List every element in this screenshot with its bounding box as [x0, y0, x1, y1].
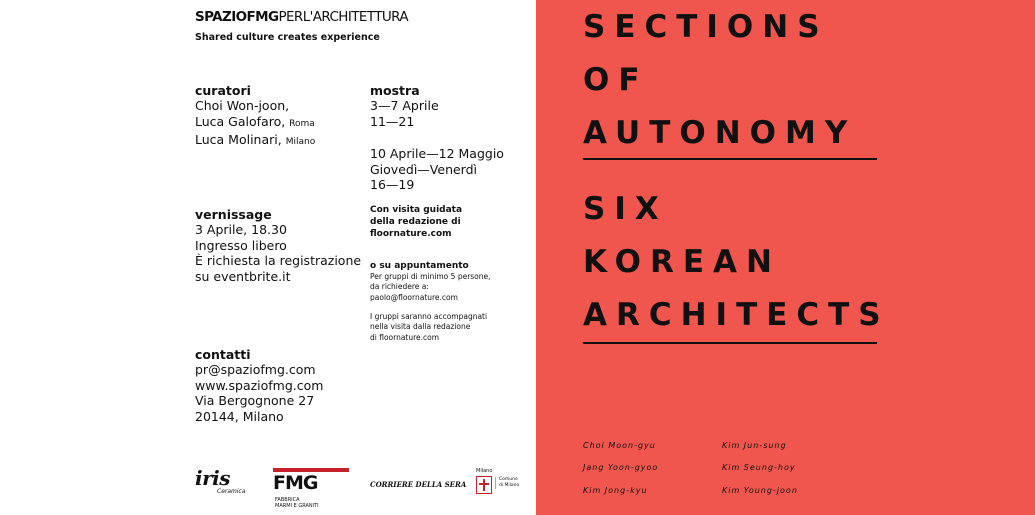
title-line-5: KOREAN — [583, 244, 781, 280]
milano-logo — [476, 468, 524, 502]
iris-logo — [195, 468, 249, 502]
exhibition-heading: mostra — [370, 83, 420, 98]
curator-2-name: Luca Galofaro, — [195, 113, 286, 129]
curator-3 — [195, 132, 315, 151]
groups-line: nella visita dalla redazione — [370, 322, 471, 332]
milano-crest-icon — [476, 476, 492, 494]
groups-line: I gruppi saranno accompagnati — [370, 312, 488, 321]
comune-line-2: di Milano — [499, 483, 520, 488]
curators-block — [195, 83, 315, 151]
architect-name: Choi Moon-gyu — [583, 441, 656, 450]
contacts-heading: contatti — [195, 347, 251, 362]
iris-subtitle: Ceramica — [217, 488, 246, 495]
vernissage-block — [195, 207, 361, 284]
exhibition-hours: 16—19 — [370, 177, 415, 192]
comune-label — [495, 477, 519, 489]
curators-heading: curatori — [195, 83, 251, 98]
contacts-block — [195, 347, 323, 424]
title-rule-2 — [583, 342, 877, 344]
exhibition-block — [370, 83, 439, 129]
groups-line: di floornature.com — [370, 332, 440, 342]
fmg-sub-1: FABBRICA — [275, 497, 300, 503]
guided-line: Con visita guidata — [370, 205, 463, 215]
contact-email[interactable]: pr@spaziofmg.com — [195, 362, 316, 377]
exhibition-date: 3—7 Aprile — [370, 98, 439, 113]
curator-3-name: Luca Molinari, — [195, 132, 282, 147]
brand-rest: PERL'ARCHITETTURA — [278, 9, 409, 25]
architect-name: Jang Yoon-gyoo — [583, 463, 659, 472]
tagline: Shared culture creates experience — [195, 32, 380, 43]
vernissage-line: È richiesta la registrazione — [195, 253, 362, 268]
curator-3-city: Milano — [285, 137, 316, 147]
title-line-3: AUTONOMY — [583, 115, 857, 151]
appointment-email[interactable]: paolo@floornature.com — [370, 292, 458, 302]
architect-name: Kim Seung-hoy — [722, 463, 796, 472]
contact-website[interactable]: www.spaziofmg.com — [195, 377, 324, 393]
groups-note — [370, 312, 487, 343]
guided-visit — [370, 204, 462, 240]
exhibition-days: Giovedì—Venerdì — [370, 161, 478, 177]
fmg-sub-2: MARMI E GRANITI — [275, 503, 319, 509]
vernissage-line: 3 Aprile, 18.30 — [195, 222, 287, 237]
title-line-2: OF — [583, 62, 649, 98]
architect-name: Kim Jun-sung — [722, 441, 787, 450]
architect-name: Kim Young-joon — [722, 486, 798, 495]
appointment-heading: o su appuntamento — [370, 261, 469, 271]
architect-name: Kim Jong-kyu — [583, 486, 648, 495]
corriere-logo: CORRIERE DELLA SERA — [370, 480, 467, 489]
title-rule-1 — [583, 158, 877, 160]
fmg-logo — [273, 468, 353, 509]
exhibition-dates-2 — [370, 146, 504, 193]
title-line-6: ARCHITECTS — [583, 297, 890, 333]
contact-address: Via Bergognone 27 — [195, 393, 315, 408]
appointment-line: Per gruppi di minimo 5 persone, — [370, 272, 491, 281]
milano-label: Milano — [476, 468, 493, 474]
curator-1: Choi Won-joon, — [195, 98, 290, 113]
comune-line-1: Comune — [499, 477, 518, 482]
vernissage-heading: vernissage — [195, 207, 272, 222]
contact-city: 20144, Milano — [195, 408, 284, 424]
vernissage-line: Ingresso libero — [195, 237, 287, 253]
exhibition-hours: 11—21 — [370, 113, 415, 129]
appointment-block — [370, 260, 491, 303]
title-line-1: SECTIONS — [583, 9, 829, 45]
curator-2-city: Roma — [289, 118, 315, 129]
exhibition-date: 10 Aprile—12 Maggio — [370, 146, 504, 161]
curator-2 — [195, 114, 315, 133]
brand-bold: SPAZIOFMG — [195, 9, 279, 25]
fmg-subtitle — [275, 497, 319, 509]
appointment-line: da richiedere a: — [370, 282, 429, 292]
vernissage-line: su eventbrite.it — [195, 268, 291, 284]
guided-line[interactable]: floornature.com — [370, 229, 452, 239]
title-line-4: SIX — [583, 191, 668, 227]
brand-logo — [195, 9, 408, 25]
iris-wordmark: iris — [195, 466, 230, 490]
guided-line: della redazione di — [370, 217, 461, 227]
fmg-wordmark: FMG — [273, 472, 318, 494]
